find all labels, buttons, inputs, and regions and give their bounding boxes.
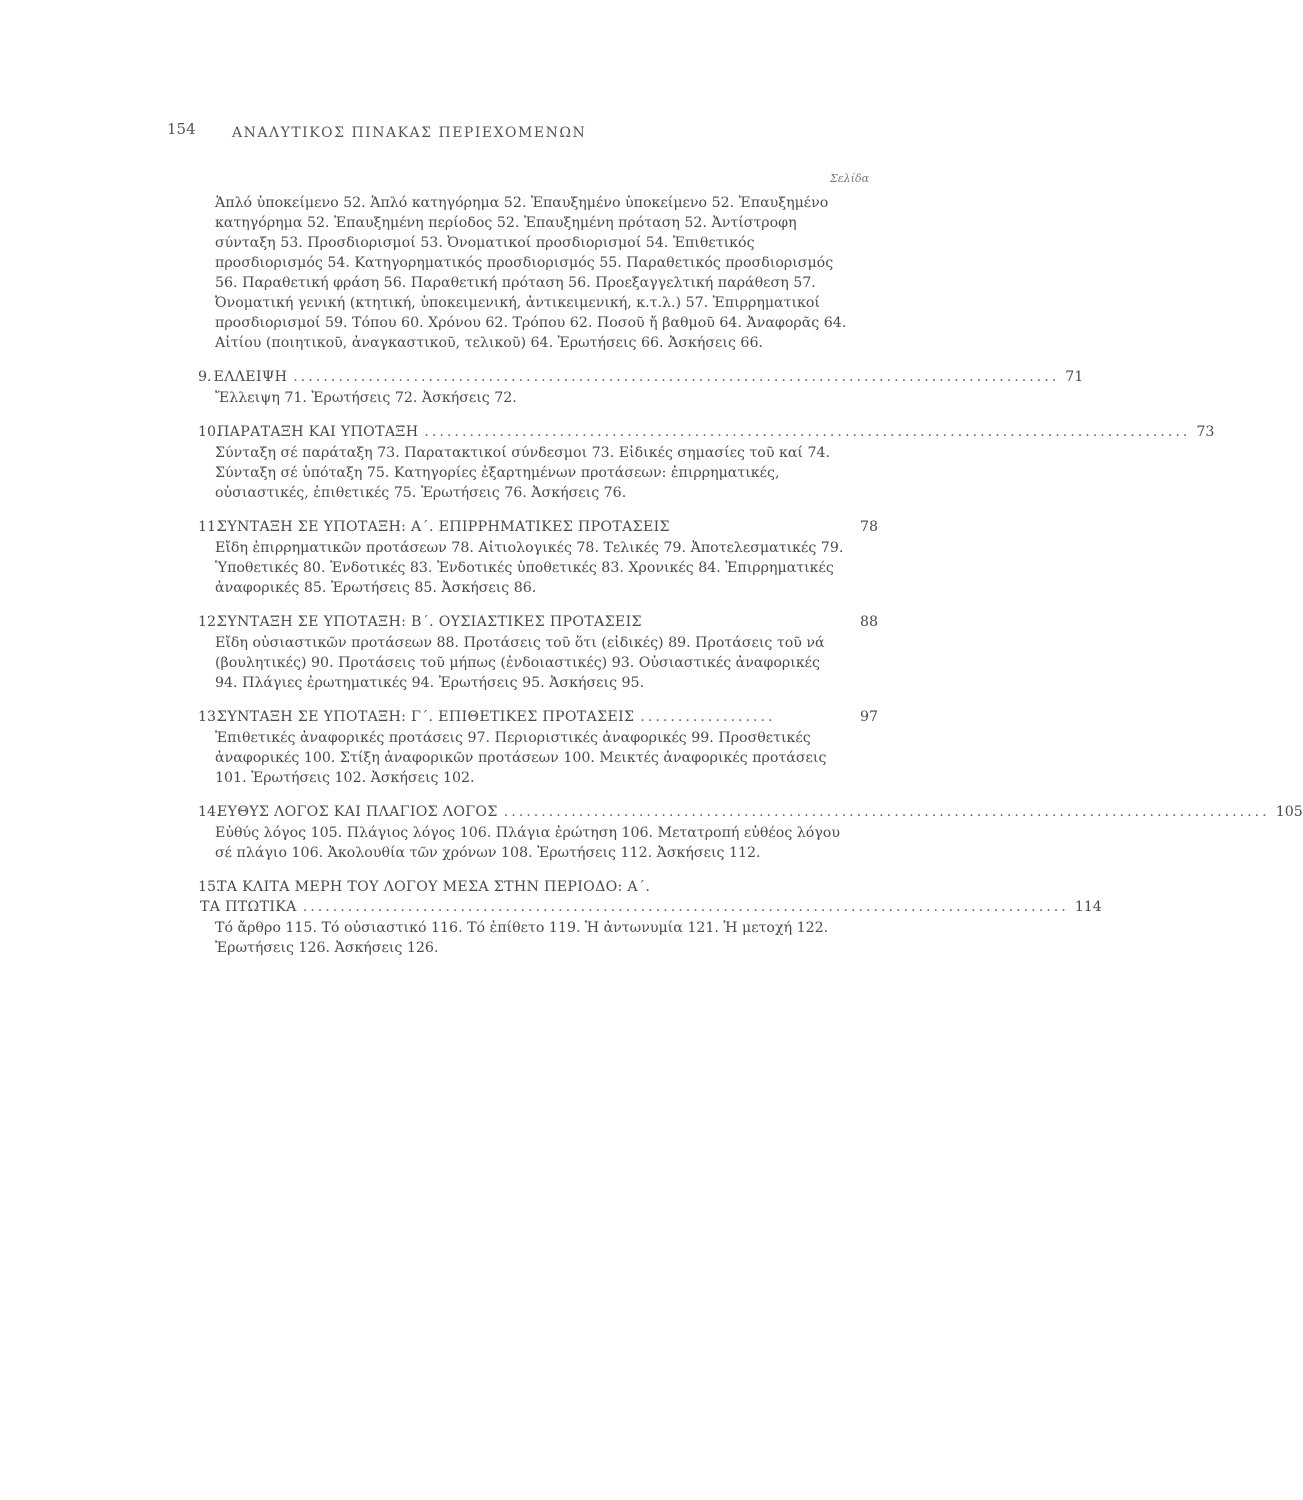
chapter-title: ΠΑΡΑΤΑΞΗ ΚΑΙ ΥΠΟΤΑΞΗ: [217, 424, 419, 440]
leader-dots: ......................................................................................................: [293, 369, 1060, 385]
leader-dots: ..................: [640, 709, 776, 725]
chapter-number: 9.: [198, 369, 212, 385]
chapter-title: ΤΑ ΠΤΩΤΙΚΑ: [200, 899, 297, 915]
chapter-number: 10.: [198, 424, 221, 440]
leader-dots: ......................................................................................................: [503, 804, 1270, 820]
chapter-heading[interactable]: [198, 802, 1303, 822]
chapter-15: [198, 877, 1102, 958]
chapter-title: ΕΛΛΕΙΨΗ: [213, 369, 288, 385]
chapter-heading-line-1[interactable]: [198, 877, 878, 897]
page-column-label: Σελίδα: [830, 172, 870, 185]
chapter-heading[interactable]: [198, 422, 1215, 442]
chapter-page: 88: [859, 614, 878, 630]
chapter-heading-line-2[interactable]: [198, 897, 1102, 917]
chapter-subentries: Εἴδη ἐπιρρηματικῶν προτάσεων 78. Αἰτιολογικές 78. Τελικές 79. Ἀποτελεσματικές 79. Ὑποθετικές 80. Ἐνδοτικές 83. Ἐνδοτικές ὑποθετικές 83. Χρονικές 84. Ἐπιρρηματικές ἀναφορικές 85. Ἐρωτήσεις 85. Ἀσκήσεις 86.: [215, 540, 844, 596]
chapter-number: 14.: [198, 804, 221, 820]
chapter-title-line-1: ΤΑ ΚΛΙΤΑ ΜΕΡΗ ΤΟΥ ΛΟΓΟΥ ΜΕΣΑ ΣΤΗΝ ΠΕΡΙΟΔΟ: Α΄.: [217, 879, 651, 895]
chapter-heading[interactable]: [198, 707, 878, 727]
chapter-heading[interactable]: [198, 517, 878, 537]
chapter-9: [198, 367, 1084, 408]
chapter-number: 11.: [198, 519, 221, 535]
leader-dots: ......................................................................................................: [424, 424, 1191, 440]
chapter-10: [198, 422, 1215, 503]
chapter-page: 73: [1196, 424, 1215, 440]
chapter-subentries: Ἐπιθετικές ἀναφορικές προτάσεις 97. Περιοριστικές ἀναφορικές 99. Προσθετικές ἀναφορικές 100. Στίξη ἀναφορικῶν προτάσεων 100. Μεικτές ἀναφορικές προτάσεις 101. Ἐρωτήσεις 102. Ἀσκήσεις 102.: [215, 730, 827, 786]
chapter-subentries: Τό ἄρθρο 115. Τό οὐσιαστικό 116. Τό ἐπίθετο 119. Ἡ ἀντωνυμία 121. Ἡ μετοχή 122. Ἐρωτήσεις 126. Ἀσκήσεις 126.: [215, 920, 829, 956]
chapter-subentries: Εἴδη οὐσιαστικῶν προτάσεων 88. Προτάσεις τοῦ ὅτι (εἰδικές) 89. Προτάσεις τοῦ νά (βουλητικές) 90. Προτάσεις τοῦ μήπως (ἐνδοιαστικές) 93. Οὐσιαστικές ἀναφορικές 94. Πλάγιες ἐρωτηματικές 94. Ἐρωτήσεις 95. Ἀσκήσεις 95.: [215, 635, 825, 691]
chapter-title: ΣΥΝΤΑΞΗ ΣΕ ΥΠΟΤΑΞΗ: Γ΄. ΕΠΙΘΕΤΙΚΕΣ ΠΡΟΤΑΣΕΙΣ: [217, 709, 635, 725]
chapter-subentries: Σύνταξη σέ παράταξη 73. Παρατακτικοί σύνδεσμοι 73. Εἰδικές σημασίες τοῦ καί 74. Σύνταξη σέ ὑπόταξη 75. Κατηγορίες ἐξαρτημένων προτάσεων: ἐπιρρηματικές, οὐσιαστικές, ἐπιθετικές 75. Ἐρωτήσεις 76. Ἀσκήσεις 76.: [215, 445, 831, 501]
chapter-13: [198, 707, 878, 788]
chapter-number: 12.: [198, 614, 221, 630]
chapter-subentries: Ἔλλειψη 71. Ἐρωτήσεις 72. Ἀσκήσεις 72.: [215, 390, 517, 406]
chapter-page: 105: [1275, 804, 1303, 820]
running-title: ΑΝΑΛΥΤΙΚΟΣ ΠΙΝΑΚΑΣ ΠΕΡΙΕΧΟΜΕΝΩΝ: [232, 125, 587, 141]
chapter-page: 114: [1074, 899, 1102, 915]
chapter-11: [198, 517, 878, 598]
chapter-14: [198, 802, 1303, 863]
chapter-number: 15.: [198, 879, 221, 895]
table-of-contents: [198, 193, 1303, 958]
chapter-title: ΣΥΝΤΑΞΗ ΣΕ ΥΠΟΤΑΞΗ: Β΄. ΟΥΣΙΑΣΤΙΚΕΣ ΠΡΟΤΑΣΕΙΣ: [217, 614, 642, 630]
chapter-page: 78: [859, 519, 878, 535]
chapter-number: 13.: [198, 709, 221, 725]
chapter-title: ΣΥΝΤΑΞΗ ΣΕ ΥΠΟΤΑΞΗ: Α΄. ΕΠΙΡΡΗΜΑΤΙΚΕΣ ΠΡΟΤΑΣΕΙΣ: [217, 519, 670, 535]
leader-dots: ......................................................................................................: [302, 899, 1069, 915]
chapter-12: [198, 612, 878, 693]
chapter-page: 97: [859, 709, 878, 725]
chapter-heading[interactable]: [198, 612, 878, 632]
chapter-subentries: Εὐθύς λόγος 105. Πλάγιος λόγος 106. Πλάγια ἐρώτηση 106. Μετατροπή εὐθέος λόγου σέ πλάγιο 106. Ἀκολουθία τῶν χρόνων 108. Ἐρωτήσεις 112. Ἀσκήσεις 112.: [215, 825, 840, 861]
page-number: 154: [167, 120, 196, 138]
continuation-entry: Ἁπλό ὑποκείμενο 52. Ἁπλό κατηγόρημα 52. Ἐπαυξημένο ὑποκείμενο 52. Ἐπαυξημένο κατηγόρημα 52. Ἐπαυξημένη περίοδος 52. Ἐπαυξημένη πρόταση 52. Ἀντίστροφη σύνταξη 53. Προσδιορισμοί 53. Ὀνοματικοί προσδιορισμοί 54. Ἐπιθετικός προσδιορισμός 54. Κατηγορηματικός προσδιορισμός 55. Παραθετικός προσδιορισμός 56. Παραθετική φράση 56. Παραθετική πρόταση 56. Προεξαγγελτική παράθεση 57. Ὀνοματική γενική (κτητική, ὑποκειμενική, ἀντικειμενική, κ.τ.λ.) 57. Ἐπιρρηματικοί προσδιορισμοί 59. Τόπου 60. Χρόνου 62. Τρόπου 62. Ποσοῦ ἤ βαθμοῦ 64. Ἀναφορᾶς 64. Αἰτίου (ποιητικοῦ, ἀναγκαστικοῦ, τελικοῦ) 64. Ἐρωτήσεις 66. Ἀσκήσεις 66.: [215, 195, 847, 351]
chapter-page: 71: [1065, 369, 1084, 385]
chapter-heading[interactable]: [198, 367, 1084, 387]
chapter-title: ΕΥΘΥΣ ΛΟΓΟΣ ΚΑΙ ΠΛΑΓΙΟΣ ΛΟΓΟΣ: [217, 804, 498, 820]
